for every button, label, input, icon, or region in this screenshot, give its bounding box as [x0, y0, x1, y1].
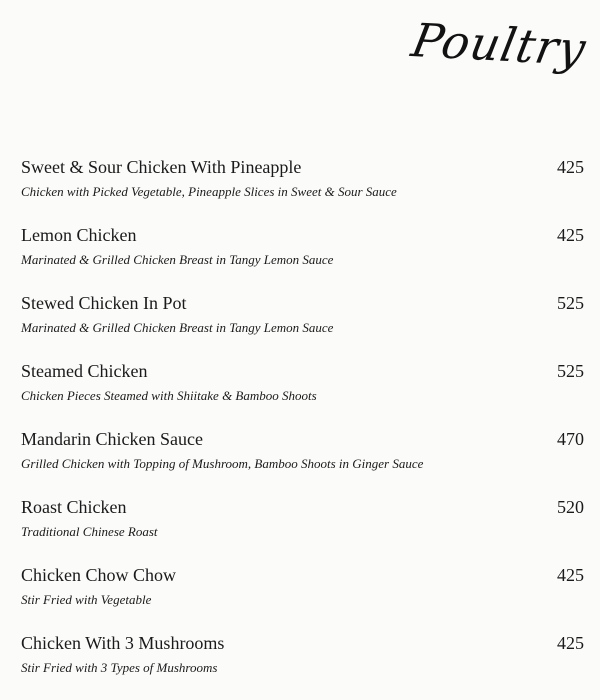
item-price: 425 — [557, 157, 584, 177]
item-price: 425 — [557, 633, 584, 653]
item-description: Chicken Pieces Steamed with Shiitake & Bamboo Shoots — [21, 388, 317, 403]
item-name: Roast Chicken — [21, 497, 127, 517]
menu-item — [21, 496, 584, 564]
item-description: Marinated & Grilled Chicken Breast in Tangy Lemon Sauce — [21, 252, 334, 267]
item-description: Grilled Chicken with Topping of Mushroom, Bamboo Shoots in Ginger Sauce — [21, 456, 424, 471]
item-description: Traditional Chinese Roast — [21, 524, 158, 539]
item-price: 425 — [557, 565, 584, 585]
menu-items-list — [21, 156, 584, 700]
item-name: Chicken Chow Chow — [21, 565, 176, 585]
item-description: Stir Fried with 3 Types of Mushrooms — [21, 660, 218, 675]
item-price: 470 — [557, 429, 584, 449]
item-name: Chicken With 3 Mushrooms — [21, 633, 225, 653]
item-description: Chicken with Picked Vegetable, Pineapple Slices in Sweet & Sour Sauce — [21, 184, 397, 199]
item-price: 525 — [557, 361, 584, 381]
menu-item — [21, 156, 584, 224]
item-name: Lemon Chicken — [21, 225, 137, 245]
item-name: Mandarin Chicken Sauce — [21, 429, 203, 449]
menu-item — [21, 564, 584, 632]
menu-item — [21, 428, 584, 496]
menu-item — [21, 292, 584, 360]
item-description: Marinated & Grilled Chicken Breast in Tangy Lemon Sauce — [21, 320, 334, 335]
section-title: Poultry — [407, 12, 592, 76]
item-description: Stir Fried with Vegetable — [21, 592, 152, 607]
item-price: 525 — [557, 293, 584, 313]
menu-item — [21, 360, 584, 428]
item-name: Sweet & Sour Chicken With Pineapple — [21, 157, 302, 177]
item-name: Steamed Chicken — [21, 361, 148, 381]
menu-item — [21, 224, 584, 292]
item-price: 425 — [557, 225, 584, 245]
item-name: Stewed Chicken In Pot — [21, 293, 187, 313]
item-price: 520 — [557, 497, 584, 517]
